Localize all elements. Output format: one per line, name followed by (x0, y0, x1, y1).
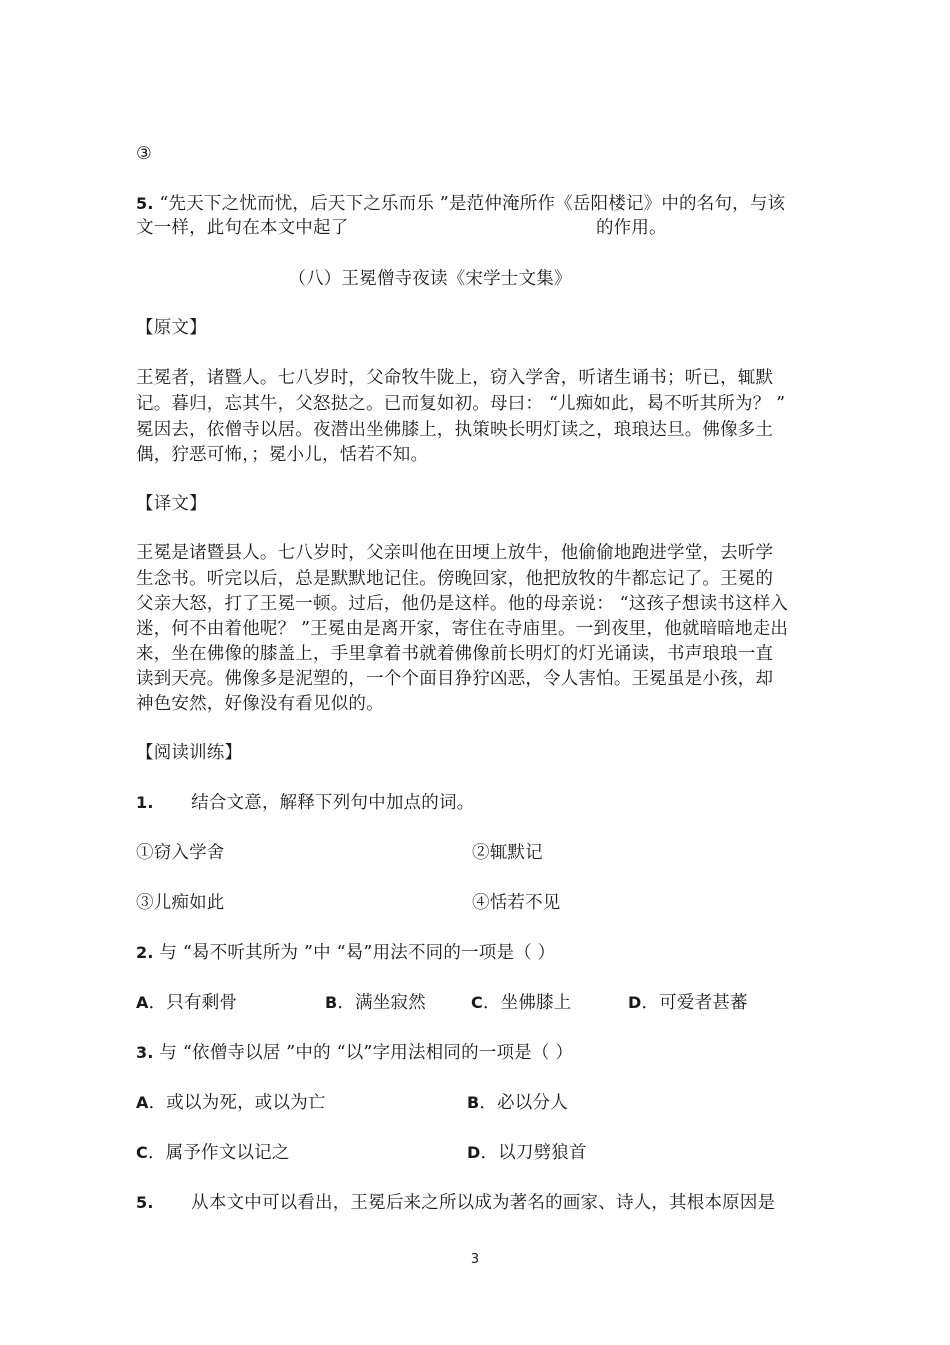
q3-option-a[interactable] (136, 1091, 326, 1115)
option-text: ．满坐寂然 (337, 993, 426, 1013)
question-2 (136, 941, 555, 965)
translation-line: 父亲大怒，打了王冕一顿。过后，他仍是这样。他的母亲说： “这孩子想读书这样入 (136, 594, 789, 614)
question-number: 3. (136, 1043, 154, 1062)
page-number: 3 (470, 1252, 480, 1267)
option-text: ．或以为死，或以为亡 (148, 1093, 326, 1113)
q3-option-b[interactable] (467, 1091, 568, 1115)
training-heading: 【阅读训练】 (136, 743, 243, 763)
question-text: 与 “依僧寺以居 ”中的 “以”字用法相同的一项是（ ） (159, 1043, 574, 1063)
question-number: 5. (136, 194, 154, 213)
original-line: 记。暮归，忘其牛，父怒挞之。已而复如初。母曰： “儿痴如此，曷不听其所为？ ” (136, 394, 786, 414)
option-letter: D (467, 1143, 481, 1162)
section-title: （八）王冕僧寺夜读《宋学士文集》 (288, 269, 572, 289)
q3-option-d[interactable] (467, 1141, 587, 1165)
q2-option-c[interactable] (471, 991, 571, 1015)
q2-option-d[interactable] (628, 991, 748, 1015)
original-heading: 【原文】 (136, 318, 207, 338)
option-text: ．坐佛膝上 (482, 993, 572, 1013)
q1-item-2: ②辄默记 (472, 843, 543, 863)
question-text: 结合文意，解释下列句中加点的词。 (191, 793, 475, 813)
original-line: 偶，狞恶可怖，；冕小儿，恬若不知。 (136, 445, 429, 465)
question-number: 2. (136, 943, 154, 962)
question-1 (136, 791, 474, 815)
option-letter: A (136, 1093, 149, 1112)
translation-line: 王冕是诸暨县人。七八岁时，父亲叫他在田埂上放牛，他偷偷地跑进学堂，去听学 (136, 543, 774, 563)
q3-option-c[interactable] (136, 1141, 290, 1165)
translation-line: 来，坐在佛像的膝盖上，手里拿着书就着佛像前长明灯的灯光诵读，书声琅琅一直 (136, 644, 774, 664)
question-text-a: 文一样，此句在本文中起了 (136, 218, 349, 238)
option-text: ．只有剩骨 (148, 993, 238, 1013)
q2-option-b[interactable] (325, 991, 426, 1015)
q1-item-3: ③儿痴如此 (136, 893, 225, 913)
option-letter: C (471, 993, 483, 1012)
q1-item-1: ①窃入学舍 (136, 843, 225, 863)
question-5-prev-line2 (136, 216, 667, 240)
question-5-prev-line1 (136, 192, 785, 216)
original-line: 冕因去，依僧寺以居。夜潜出坐佛膝上，执策映长明灯读之，琅琅达旦。佛像多土 (136, 420, 774, 440)
option-text: ．必以分人 (479, 1093, 568, 1113)
circle-number-3: ③ (136, 144, 152, 164)
question-text: 与 “曷不听其所为 ”中 “曷”用法不同的一项是（ ） (159, 943, 556, 963)
option-letter: D (628, 993, 642, 1012)
q2-option-a[interactable] (136, 991, 237, 1015)
question-text: 从本文中可以看出，王冕后来之所以成为著名的画家、诗人，其根本原因是 (191, 1193, 776, 1213)
translation-line: 神色安然，好像没有看见似的。 (136, 694, 384, 714)
translation-heading: 【译文】 (136, 494, 207, 514)
question-number: 5. (136, 1193, 154, 1212)
q1-item-4: ④恬若不见 (472, 893, 561, 913)
question-3 (136, 1041, 573, 1065)
question-text: “先天下之忧而忧，后天下之乐而乐 ”是范仲淹所作《岳阳楼记》中的名句，与该 (159, 194, 786, 214)
question-5 (136, 1191, 775, 1215)
question-text-b: 的作用。 (595, 218, 667, 238)
option-letter: C (136, 1143, 148, 1162)
question-number: 1. (136, 793, 154, 812)
translation-line: 读到天亮。佛像多是泥塑的，一个个面目狰狞凶恶，令人害怕。王冕虽是小孩，却 (136, 669, 774, 689)
option-letter: B (467, 1093, 480, 1112)
option-text: ．属予作文以记之 (147, 1143, 290, 1163)
option-letter: A (136, 993, 149, 1012)
option-text: ．可爱者甚蕃 (641, 993, 748, 1013)
option-letter: B (325, 993, 338, 1012)
option-text: ．以刀劈狼首 (480, 1143, 587, 1163)
translation-line: 生念书。听完以后，总是默默地记住。傍晚回家，他把放牧的牛都忘记了。王冕的 (136, 569, 774, 589)
translation-line: 迷，何不由着他呢？ ”王冕由是离开家，寄住在寺庙里。一到夜里，他就暗暗地走出 (136, 619, 789, 639)
original-line: 王冕者，诸暨人。七八岁时，父命牧牛陇上，窃入学舍，听诸生诵书；听已，辄默 (136, 368, 774, 388)
